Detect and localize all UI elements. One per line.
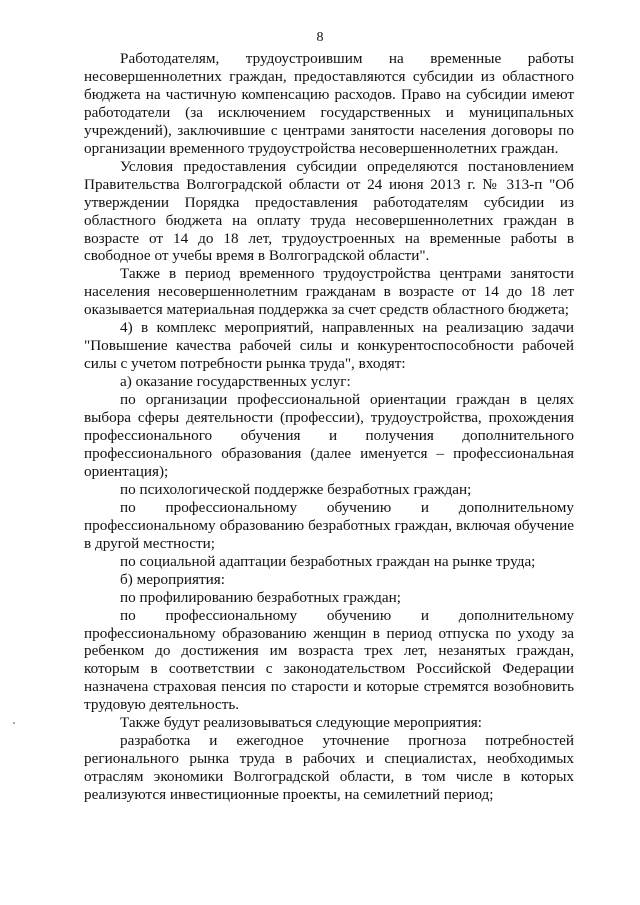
- paragraph-employer-subsidies: Работодателям, трудоустроившим на временные работы несовершеннолетних граждан, предоставляются субсидии из областного бюджета на частичную компенсацию расходов. Право на субсидии имеют работодатели (за исключением государственных и муниципальных учреждений), заключившие с центрами занятости населения договоры по организации временного трудоустройства несовершеннолетних граждан.: [84, 50, 574, 157]
- document-body: [84, 50, 574, 804]
- paragraph-material-support: Также в период временного трудоустройства центрами занятости населения несовершеннолетним гражданам в возрасте от 14 до 18 лет оказывается материальная поддержка за счет средств областного бюджета;: [84, 265, 574, 319]
- paragraph-labor-forecast: разработка и ежегодное уточнение прогноза потребностей регионального рынка труда в рабочих и специалистах, необходимых отраслям экономики Волгоградской области, в том числе в которых реализуются инвестиционные проекты, на семилетний период;: [84, 732, 574, 804]
- paragraph-psychological-support: по психологической поддержке безработных граждан;: [120, 480, 472, 498]
- paragraph-career-guidance: по организации профессиональной ориентации граждан в целях выбора сферы деятельности (профессии), трудоустройства, прохождения профессионального обучения и получения дополнительного профессионального образования (далее именуется – профессиональная ориентация);: [84, 391, 574, 480]
- paragraph-state-services-heading: а) оказание государственных услуг:: [120, 373, 351, 391]
- paragraph-vocational-training: по профессиональному обучению и дополнительному профессиональному образованию безработных граждан, включая обучение в другой местности;: [84, 498, 574, 552]
- paragraph-women-training: по профессиональному обучению и дополнительному профессиональному образованию женщин в период отпуска по уходу за ребенком до достижения им возраста трех лет, незанятых граждан, которым в соответствии с законодательством Российской Федерации назначена страховая пенсия по старости и которые стремятся возобновить трудовую деятельность.: [84, 606, 574, 714]
- paragraph-additional-measures: Также будут реализовываться следующие мероприятия:: [120, 714, 483, 732]
- paragraph-profiling: по профилированию безработных граждан;: [120, 588, 401, 606]
- page-number: 8: [316, 30, 324, 45]
- paragraph-task-4: 4) в комплекс мероприятий, направленных на реализацию задачи "Повышение качества рабочей силы и конкурентоспособности рабочей силы с учетом потребности рынка труда", входят:: [84, 319, 574, 373]
- paragraph-measures-heading: б) мероприятия:: [120, 570, 225, 588]
- paragraph-subsidy-conditions: Условия предоставления субсидии определяются постановлением Правительства Волгоградской области от 24 июня 2013 г. № 313-п "Об утверждении Порядка предоставления работодателям субсидии из областного бюджета на оплату труда несовершеннолетних граждан в возрасте от 14 до 18 лет, трудоустроенных на временные работы в свободное от учебы время в Волгоградской области".: [84, 157, 574, 265]
- scan-speck: [13, 722, 15, 724]
- paragraph-social-adaptation: по социальной адаптации безработных граждан на рынке труда;: [120, 552, 536, 570]
